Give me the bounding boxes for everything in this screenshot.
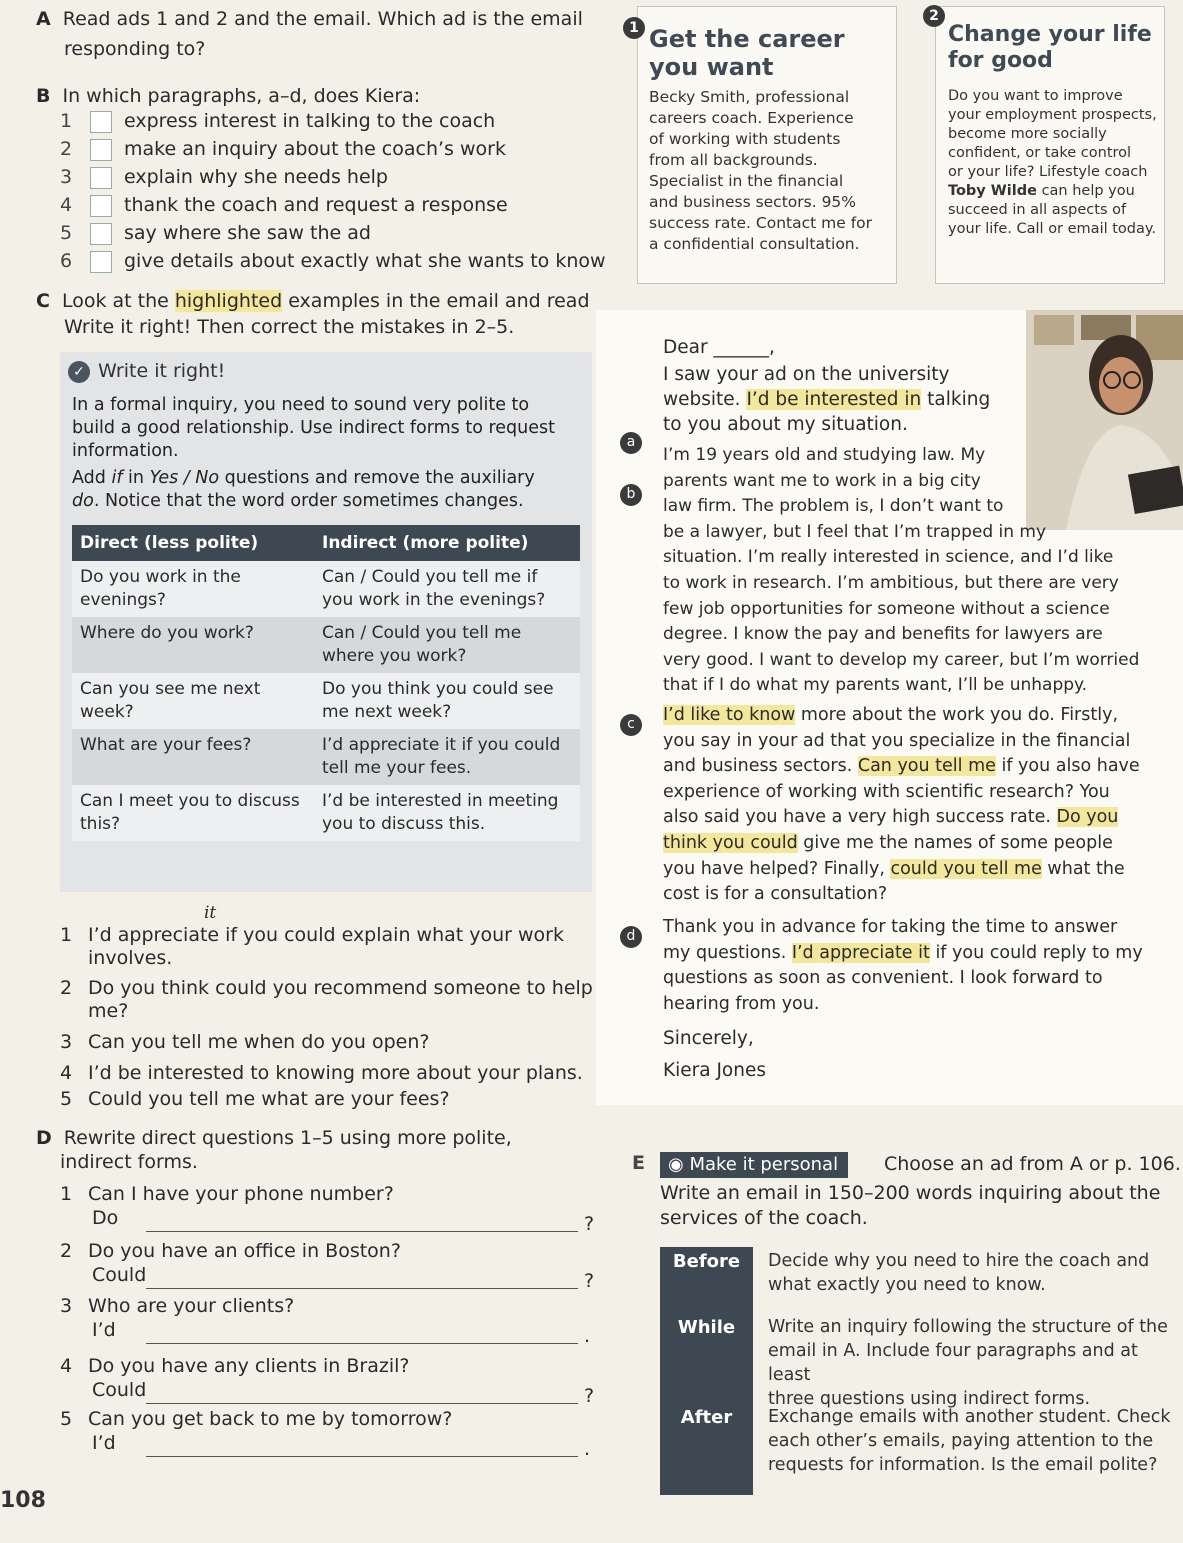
step-text-line: each other’s emails, paying attention to the — [768, 1431, 1154, 1451]
email-signature: Kiera Jones — [663, 1060, 766, 1081]
write-it-right-intro-line: In a formal inquiry, you need to sound very polite to — [72, 395, 530, 415]
correction-item — [60, 1031, 620, 1054]
rule-do: do — [72, 491, 94, 511]
rewrite-start-word: I’d — [92, 1432, 116, 1454]
task-b-item-number: 1 — [60, 110, 73, 132]
write-it-right-intro — [72, 394, 582, 463]
rewrite-end-punct: . — [584, 1325, 591, 1347]
ad-2-coach-name: Toby Wilde — [948, 183, 1037, 199]
task-b-item — [60, 250, 606, 273]
rewrite-question — [60, 1240, 401, 1263]
rule-if: if — [111, 468, 123, 488]
step-text-line: Decide why you need to hire the coach and — [768, 1251, 1150, 1271]
task-b-item — [60, 166, 388, 189]
para-d-line-3: questions as soon as convenient. I look forward to — [663, 968, 1103, 989]
task-c-highlight-word: highlighted — [174, 290, 283, 312]
table-cell-indirect: Can / Could you tell me where you work? — [314, 617, 580, 673]
answer-box[interactable] — [90, 139, 112, 161]
step-text-line: email in A. Include four paragraphs and at least — [768, 1341, 1138, 1385]
ad1-line-body: Specialist in the financial — [649, 172, 844, 190]
rule-yes-no: Yes / No — [149, 468, 220, 488]
table-row — [72, 561, 580, 617]
task-c-line2: Write it right! Then correct the mistakes in 2–5. — [64, 316, 515, 338]
answer-line[interactable] — [146, 1403, 578, 1404]
para-label-a: a — [620, 432, 642, 454]
task-b-item-number: 5 — [60, 222, 73, 244]
ad-1 — [629, 6, 897, 284]
task-c-line1-a: Look at the — [61, 290, 175, 312]
answer-box[interactable] — [90, 223, 112, 245]
rewrite-direct-question: Who are your clients? — [88, 1295, 295, 1317]
para-c-line-2: you say in your ad that you specialize in the financial — [663, 730, 1131, 751]
table-row — [72, 785, 580, 841]
para-c-line-1-rest: more about the work you do. Firstly, — [795, 705, 1119, 725]
task-b-item-number: 3 — [60, 166, 73, 188]
para-b-line: that if I do what my parents want, I’ll be unhappy. — [663, 675, 1088, 696]
task-d-line1: Rewrite direct questions 1–5 using more polite, — [63, 1127, 512, 1149]
para-c-highlight-1: I’d like to know — [663, 705, 796, 725]
rewrite-number: 1 — [60, 1183, 73, 1205]
task-b-item — [60, 194, 508, 217]
para-a-line-3: to you about my situation. — [663, 414, 908, 435]
answer-line[interactable] — [146, 1343, 578, 1344]
ad2-line-body2: your life. Call or email today. — [948, 221, 1156, 237]
task-c-letter: C — [36, 290, 50, 312]
ad2-line-body: or your life? Lifestyle coach — [948, 164, 1148, 180]
task-b-item-number: 4 — [60, 194, 73, 216]
task-e-line1: Choose an ad from A or p. 106. — [884, 1153, 1181, 1175]
task-b-item — [60, 222, 371, 245]
para-a-line-2 — [663, 387, 990, 412]
answer-box[interactable] — [90, 167, 112, 189]
para-d-line-2 — [663, 941, 1143, 967]
make-it-personal-badge — [660, 1152, 848, 1178]
task-b-item-number: 2 — [60, 138, 73, 160]
table-cell-indirect: Do you think you could see me next week? — [314, 673, 580, 729]
correction-text: Can you tell me when do you open? — [88, 1031, 430, 1053]
rule-b: in — [122, 468, 150, 488]
rule-a: Add — [72, 468, 112, 488]
para-a-highlight: I’d be interested in — [746, 389, 922, 410]
make-it-personal-label: Make it personal — [689, 1154, 839, 1175]
para-c-line-4: experience of working with scientific research? You — [663, 781, 1110, 802]
correction-text: Could you tell me what are your fees? — [88, 1088, 450, 1110]
correction-number: 1 — [60, 924, 73, 946]
para-d-line-1: Thank you in advance for taking the time to answer — [663, 917, 1118, 937]
correction-number: 5 — [60, 1088, 73, 1110]
task-b-item-text: thank the coach and request a response — [124, 194, 508, 216]
ad-1-heading-2: you want — [649, 53, 774, 81]
email-para-a — [663, 362, 990, 437]
ad-2-body — [948, 87, 1157, 239]
rule-d: . Notice that the word order sometimes changes. — [93, 491, 524, 511]
table-cell-direct: Do you work in the evenings? — [72, 561, 314, 617]
table-cell-direct: What are your fees? — [72, 729, 314, 785]
answer-line[interactable] — [146, 1456, 578, 1457]
para-b-line: degree. I know the pay and benefits for lawyers are — [663, 624, 1103, 645]
step-text-line: what exactly you need to know. — [768, 1275, 1046, 1295]
rewrite-end-punct: . — [584, 1438, 591, 1460]
step-label-after: After — [660, 1403, 753, 1495]
correction-number: 3 — [60, 1031, 73, 1053]
answer-box[interactable] — [90, 251, 112, 273]
para-c-line-7 — [663, 857, 1140, 883]
rewrite-start-word: Could — [92, 1379, 147, 1401]
step-text — [768, 1405, 1171, 1477]
step-text-line: Exchange emails with another student. Check — [768, 1407, 1171, 1427]
rewrite-number: 4 — [60, 1355, 73, 1377]
ad1-line-body: success rate. Contact me for — [649, 214, 873, 232]
para-b-line: parents want me to work in a big city — [663, 470, 981, 491]
para-b-line: be a lawyer, but I feel that I’m trapped in my — [663, 521, 1047, 542]
task-d — [36, 1127, 512, 1150]
rewrite-end-punct: ? — [584, 1270, 595, 1292]
table-cell-direct: Can you see me next week? — [72, 673, 314, 729]
rewrite-end-punct: ? — [584, 1385, 595, 1407]
step-text — [768, 1315, 1183, 1411]
correction-text: I’d be interested to knowing more about your plans. — [88, 1062, 583, 1084]
ad2-line-body: confident, or take control — [948, 145, 1132, 161]
para-a-line-2-start: website. — [663, 389, 747, 410]
step-label-while: While — [660, 1313, 753, 1403]
correction-line-1 — [60, 1088, 620, 1111]
rewrite-start-word: Do — [92, 1207, 119, 1229]
ad-2-heading-2: for good — [948, 48, 1053, 73]
correction-item — [60, 1062, 620, 1085]
task-a — [36, 8, 583, 31]
table-cell-indirect: I’d appreciate it if you could tell me your fees. — [314, 729, 580, 785]
table-header-direct: Direct (less polite) — [72, 525, 314, 561]
write-it-right-intro-line: information. — [72, 441, 179, 461]
ad-1-heading-1: Get the career — [649, 25, 845, 53]
para-c-line-3-a: and business sectors. — [663, 756, 858, 777]
para-a-line-2-rest: talking — [921, 389, 991, 410]
para-a-line-1: I saw your ad on the university — [663, 364, 950, 385]
step-text-line: Write an inquiry following the structure of the — [768, 1317, 1168, 1337]
para-b-line: very good. I want to develop my career, but I’m worried — [663, 649, 1140, 670]
table-cell-direct: Where do you work? — [72, 617, 314, 673]
task-d-letter: D — [36, 1127, 52, 1149]
ad1-line-body: careers coach. Experience — [649, 109, 854, 127]
ad-2-after-name: can help you — [1036, 183, 1135, 199]
para-c-line-6-b: give me the names of some people — [797, 832, 1113, 853]
task-b — [36, 85, 420, 108]
rewrite-direct-question: Can I have your phone number? — [88, 1183, 394, 1205]
answer-box[interactable] — [90, 195, 112, 217]
para-b-line: to work in research. I’m ambitious, but there are very — [663, 572, 1119, 593]
para-c-line-5-a: also said you have a very high success rate. — [663, 807, 1057, 828]
rewrite-number: 3 — [60, 1295, 73, 1317]
task-c — [36, 290, 590, 313]
para-b-line: I’m 19 years old and studying law. My — [663, 445, 986, 465]
para-d-highlight: I’d appreciate it — [791, 942, 930, 963]
para-d-line-2-a: my questions. — [663, 942, 792, 963]
email-para-b — [663, 443, 1139, 699]
correction-text: I’d appreciate if you could explain what your work — [88, 924, 564, 946]
rewrite-number: 2 — [60, 1240, 73, 1262]
answer-box[interactable] — [90, 111, 112, 133]
task-e-line2: Write an email in 150–200 words inquiring about the — [660, 1182, 1161, 1204]
task-b-item-number: 6 — [60, 250, 73, 272]
ad-2-number: 2 — [923, 5, 945, 27]
rewrite-question — [60, 1295, 294, 1318]
para-b-line: few job opportunities for someone without a science — [663, 598, 1110, 619]
rewrite-start-word: I’d — [92, 1319, 116, 1341]
ad1-line-body: Becky Smith, professional — [649, 88, 850, 106]
ad1-line-body: from all backgrounds. — [649, 151, 818, 169]
task-b-item-text: express interest in talking to the coach — [124, 110, 496, 132]
table-row — [72, 673, 580, 729]
task-a-text: Read ads 1 and 2 and the email. Which ad is the email — [62, 8, 583, 30]
rewrite-question — [60, 1355, 409, 1378]
rewrite-question — [60, 1408, 452, 1431]
ad-1-body — [649, 87, 872, 255]
para-c-line-6 — [663, 831, 1140, 857]
answer-line[interactable] — [146, 1288, 578, 1289]
correction-item — [60, 903, 620, 970]
ad-1-number: 1 — [623, 17, 645, 39]
rule-c: questions and remove the auxiliary — [219, 468, 535, 488]
rewrite-direct-question: Do you have any clients in Brazil? — [88, 1355, 410, 1377]
table-cell-indirect: I’d be interested in meeting you to discuss this. — [314, 785, 580, 841]
ad2-line-body: your employment prospects, — [948, 107, 1157, 123]
para-c-highlight-3: Do you — [1056, 807, 1119, 828]
rewrite-question — [60, 1183, 394, 1206]
table-header-indirect: Indirect (more polite) — [314, 525, 580, 561]
task-a-letter: A — [36, 8, 51, 30]
para-label-b: b — [620, 484, 642, 506]
para-c-line-8: cost is for a consultation? — [663, 884, 888, 905]
para-c-line-3 — [663, 754, 1140, 780]
task-b-item — [60, 138, 506, 161]
task-b-letter: B — [36, 85, 51, 107]
task-b-item-text: say where she saw the ad — [124, 222, 371, 244]
ad1-line-body: a confidential consultation. — [649, 235, 860, 253]
ad1-line-body: and business sectors. 95% — [649, 193, 857, 211]
para-c-highlight-5: could you tell me — [890, 858, 1042, 879]
correction-line-2: me? — [88, 1000, 129, 1022]
ad-2 — [929, 6, 1165, 284]
rewrite-start-word: Could — [92, 1264, 147, 1286]
correction-line-2: involves. — [88, 947, 173, 969]
write-it-right-title: Write it right! — [98, 360, 226, 382]
direct-indirect-table — [72, 525, 580, 841]
para-c-line-1 — [663, 703, 1140, 729]
ad2-line-body: become more socially — [948, 126, 1107, 142]
email-dear: Dear — [663, 337, 708, 358]
correction-text: Do you think could you recommend someone to help — [88, 977, 593, 999]
correction-item — [60, 977, 620, 1023]
correction-number: 4 — [60, 1062, 73, 1084]
write-it-right-rule — [72, 467, 582, 513]
table-cell-direct: Can I meet you to discuss this? — [72, 785, 314, 841]
rewrite-end-punct: ? — [584, 1213, 595, 1235]
write-it-right-intro-line: build a good relationship. Use indirect forms to request — [72, 418, 556, 438]
correction-line-1 — [60, 924, 620, 947]
correction-number: 2 — [60, 977, 73, 999]
task-b-item-text: make an inquiry about the coach’s work — [124, 138, 506, 160]
rewrite-direct-question: Do you have an office in Boston? — [88, 1240, 401, 1262]
step-label-before: Before — [660, 1247, 753, 1313]
task-b-text: In which paragraphs, a–d, does Kiera: — [62, 85, 421, 107]
task-b-item-text: explain why she needs help — [124, 166, 388, 188]
para-label-d: d — [620, 926, 642, 948]
para-b-line: law firm. The problem is, I don’t want to — [663, 496, 1004, 517]
para-c-line-7-a: you have helped? Finally, — [663, 858, 891, 879]
para-d-line-2-b: if you could reply to my — [929, 942, 1143, 963]
ad2-line-body: Do you want to improve — [948, 88, 1123, 104]
ad1-line-body: of working with students — [649, 130, 841, 148]
table-row — [72, 729, 580, 785]
ad2-line-body2: succeed in all aspects of — [948, 202, 1127, 218]
check-icon: ✓ — [68, 361, 90, 383]
task-c-line1-b: examples in the email and read — [282, 290, 590, 312]
table-row — [72, 617, 580, 673]
para-c-highlight-2: Can you tell me — [857, 756, 996, 777]
email-signoff: Sincerely, — [663, 1028, 754, 1049]
email-greeting — [663, 335, 775, 360]
correction-line-1 — [60, 1062, 620, 1085]
task-b-item-text: give details about exactly what she wants to know — [124, 250, 606, 272]
step-text — [768, 1249, 1149, 1297]
answer-line[interactable] — [146, 1231, 578, 1232]
correction-item — [60, 1088, 620, 1111]
rewrite-direct-question: Can you get back to me by tomorrow? — [88, 1408, 453, 1430]
task-e-line3: services of the coach. — [660, 1207, 868, 1229]
para-b-line: situation. I’m really interested in science, and I’d like — [663, 547, 1114, 568]
step-text-line: three questions using indirect forms. — [768, 1389, 1091, 1409]
task-e-letter: E — [632, 1152, 645, 1174]
step-text-line: requests for information. Is the email polite? — [768, 1455, 1158, 1475]
handwritten-correction: it — [204, 903, 217, 923]
para-c-line-3-b: if you also have — [995, 756, 1140, 777]
page-number: 108 — [0, 1488, 46, 1513]
para-c-line-5 — [663, 805, 1140, 831]
email-dear-blank: ______, — [713, 337, 775, 358]
task-b-item — [60, 110, 495, 133]
para-label-c: c — [620, 714, 642, 736]
para-c-line-7-b: what the — [1041, 858, 1125, 879]
para-d-line-4: hearing from you. — [663, 993, 820, 1014]
ad-2-heading-1: Change your life — [948, 22, 1152, 47]
rewrite-number: 5 — [60, 1408, 73, 1430]
person-icon: ◉ — [668, 1154, 690, 1175]
task-a-text-2: responding to? — [64, 38, 206, 60]
email-para-d — [663, 915, 1143, 1017]
table-cell-indirect: Can / Could you tell me if you work in the evenings? — [314, 561, 580, 617]
write-it-right-title-row — [68, 360, 225, 383]
task-d-line2: indirect forms. — [60, 1151, 198, 1173]
correction-line-1 — [60, 1031, 620, 1054]
email-para-c — [663, 703, 1140, 908]
para-c-highlight-4: think you could — [663, 832, 798, 853]
correction-line-1 — [60, 977, 620, 1000]
